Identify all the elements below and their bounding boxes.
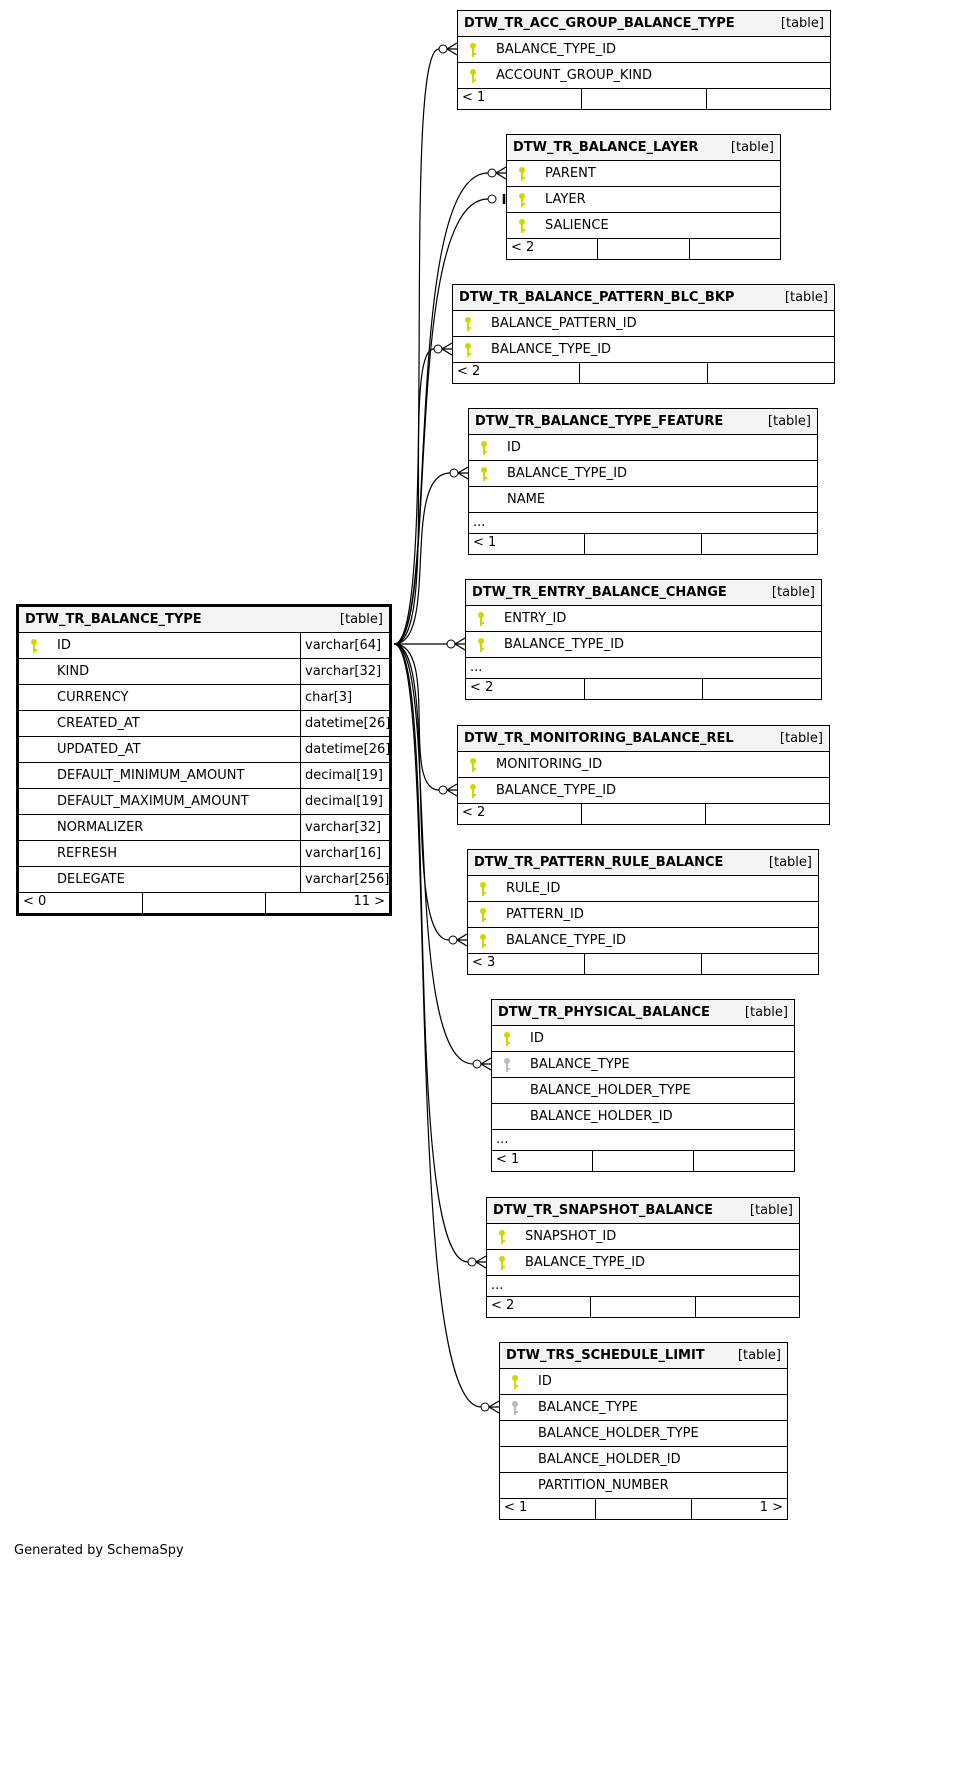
- table-name: DTW_TR_BALANCE_TYPE: [25, 612, 202, 627]
- column-name: LAYER: [545, 192, 586, 207]
- column-row[interactable]: [19, 659, 389, 685]
- foreign-key-icon: [508, 1400, 522, 1416]
- column-name: ID: [57, 638, 71, 653]
- table-header: [466, 580, 821, 606]
- column-type: varchar[256]: [300, 867, 389, 892]
- column-type: char[3]: [300, 685, 389, 710]
- column-name: SNAPSHOT_ID: [525, 1229, 617, 1244]
- column-row[interactable]: [487, 1250, 799, 1276]
- primary-key-icon: [466, 783, 480, 799]
- column-type: decimal[19]: [300, 763, 389, 788]
- optional-marker: [473, 1060, 481, 1068]
- column-row[interactable]: [492, 1104, 794, 1130]
- table-footer: [507, 239, 780, 259]
- column-row[interactable]: [469, 461, 817, 487]
- column-type: varchar[64]: [300, 633, 389, 658]
- related-table[interactable]: [486, 1197, 800, 1318]
- footer-spacer: [581, 89, 705, 109]
- column-row[interactable]: [453, 337, 834, 363]
- child-count[interactable]: [701, 534, 817, 554]
- primary-key-icon: [515, 192, 529, 208]
- crows-foot-marker: [496, 167, 506, 179]
- table-header: [458, 726, 829, 752]
- child-count[interactable]: [693, 1151, 794, 1171]
- column-name: BALANCE_TYPE_ID: [504, 637, 625, 652]
- table-tag: [table]: [784, 290, 828, 305]
- crows-foot-marker: [458, 467, 468, 479]
- column-name: BALANCE_TYPE_ID: [506, 933, 627, 948]
- optional-marker: [449, 936, 457, 944]
- column-name: BALANCE_HOLDER_ID: [538, 1452, 681, 1467]
- table-header: [500, 1343, 787, 1369]
- table-tag: [table]: [737, 1348, 781, 1363]
- primary-key-icon: [477, 466, 491, 482]
- optional-marker: [447, 640, 455, 648]
- column-row[interactable]: [468, 928, 818, 954]
- column-name: SALIENCE: [545, 218, 609, 233]
- child-count[interactable]: [705, 804, 829, 824]
- table-tag: [table]: [339, 612, 383, 627]
- more-columns: ...: [466, 658, 821, 679]
- primary-key-icon: [466, 68, 480, 84]
- table-tag: [table]: [767, 414, 811, 429]
- column-name: BALANCE_TYPE_ID: [525, 1255, 646, 1270]
- column-name: NORMALIZER: [57, 820, 144, 835]
- crows-foot-marker: [447, 784, 457, 796]
- footer-spacer: [584, 679, 703, 699]
- primary-key-icon: [466, 42, 480, 58]
- column-name: RULE_ID: [506, 881, 561, 896]
- column-type: varchar[32]: [300, 659, 389, 684]
- column-row[interactable]: [469, 487, 817, 513]
- parent-count[interactable]: < 1: [473, 535, 497, 550]
- optional-marker: [439, 786, 447, 794]
- column-name: BALANCE_TYPE_ID: [496, 783, 617, 798]
- related-table[interactable]: [491, 999, 795, 1172]
- primary-key-icon: [477, 440, 491, 456]
- table-header: [469, 409, 817, 435]
- table-footer: [466, 679, 821, 699]
- table-name: DTW_TR_ENTRY_BALANCE_CHANGE: [472, 585, 727, 600]
- table-name: DTW_TR_SNAPSHOT_BALANCE: [493, 1203, 713, 1218]
- column-row[interactable]: [500, 1421, 787, 1447]
- footer-spacer: [142, 893, 266, 913]
- table-footer: [468, 954, 818, 974]
- primary-key-icon: [495, 1229, 509, 1245]
- column-row[interactable]: [468, 876, 818, 902]
- table-footer: [458, 804, 829, 824]
- table-tag: [table]: [730, 140, 774, 155]
- column-row[interactable]: [19, 841, 389, 867]
- column-name: BALANCE_TYPE_ID: [496, 42, 617, 57]
- column-name: BALANCE_TYPE_ID: [507, 466, 628, 481]
- column-row[interactable]: [19, 685, 389, 711]
- primary-key-icon: [515, 218, 529, 234]
- column-name: PATTERN_ID: [506, 907, 584, 922]
- column-name: BALANCE_TYPE: [530, 1057, 630, 1072]
- primary-key-icon: [474, 637, 488, 653]
- column-row[interactable]: [500, 1447, 787, 1473]
- column-name: ENTRY_ID: [504, 611, 567, 626]
- column-row[interactable]: [492, 1052, 794, 1078]
- column-name: REFRESH: [57, 846, 117, 861]
- table-tag: [table]: [749, 1203, 793, 1218]
- column-name: UPDATED_AT: [57, 742, 141, 757]
- related-table[interactable]: [468, 408, 818, 555]
- primary-key-icon: [500, 1031, 514, 1047]
- column-name: BALANCE_HOLDER_TYPE: [538, 1426, 699, 1441]
- child-count[interactable]: [701, 954, 818, 974]
- parent-count[interactable]: < 2: [470, 680, 494, 695]
- primary-key-icon: [461, 316, 475, 332]
- table-name: DTW_TR_MONITORING_BALANCE_REL: [464, 731, 734, 746]
- table-tag: [table]: [780, 16, 824, 31]
- column-row[interactable]: [453, 311, 834, 337]
- table-name: DTW_TRS_SCHEDULE_LIMIT: [506, 1348, 705, 1363]
- table-footer: [500, 1499, 787, 1519]
- column-name: DEFAULT_MAXIMUM_AMOUNT: [57, 794, 249, 809]
- column-row[interactable]: [492, 1078, 794, 1104]
- primary-key-icon: [515, 166, 529, 182]
- column-name: DELEGATE: [57, 872, 125, 887]
- column-row[interactable]: [458, 63, 830, 89]
- child-count[interactable]: 1 >: [691, 1499, 787, 1519]
- primary-key-icon: [476, 881, 490, 897]
- child-count[interactable]: [702, 679, 821, 699]
- footer-spacer: [584, 954, 701, 974]
- column-name: BALANCE_HOLDER_TYPE: [530, 1083, 691, 1098]
- column-name: BALANCE_TYPE_ID: [491, 342, 612, 357]
- table-footer: [453, 363, 834, 383]
- parent-count[interactable]: < 2: [462, 805, 486, 820]
- primary-key-icon: [495, 1255, 509, 1271]
- crows-foot-marker: [481, 1058, 491, 1070]
- column-name: PARTITION_NUMBER: [538, 1478, 669, 1493]
- table-name: DTW_TR_PATTERN_RULE_BALANCE: [474, 855, 724, 870]
- table-tag: [table]: [744, 1005, 788, 1020]
- crows-foot-marker: [489, 1401, 499, 1413]
- column-row[interactable]: [500, 1473, 787, 1499]
- crows-foot-marker: [457, 934, 467, 946]
- column-name: NAME: [507, 492, 546, 507]
- parent-count[interactable]: < 1: [504, 1500, 528, 1515]
- column-row[interactable]: [507, 187, 780, 213]
- relationship-line: [394, 644, 473, 1064]
- column-name: BALANCE_HOLDER_ID: [530, 1109, 673, 1124]
- column-row[interactable]: [458, 778, 829, 804]
- column-type: varchar[16]: [300, 841, 389, 866]
- column-name: KIND: [57, 664, 90, 679]
- footer-spacer: [581, 804, 705, 824]
- column-name: MONITORING_ID: [496, 757, 603, 772]
- column-name: CURRENCY: [57, 690, 129, 705]
- relationship-line: [394, 473, 450, 644]
- column-row[interactable]: [19, 789, 389, 815]
- footer-spacer: [592, 1151, 693, 1171]
- more-columns: ...: [469, 513, 817, 534]
- primary-key-icon: [27, 638, 41, 654]
- column-row[interactable]: [492, 1026, 794, 1052]
- optional-marker: [439, 45, 447, 53]
- optional-marker: [488, 169, 496, 177]
- optional-marker: [481, 1403, 489, 1411]
- column-row[interactable]: [19, 763, 389, 789]
- optional-marker: [450, 469, 458, 477]
- table-name: DTW_TR_ACC_GROUP_BALANCE_TYPE: [464, 16, 735, 31]
- column-row[interactable]: [19, 711, 389, 737]
- parent-count[interactable]: < 2: [457, 364, 481, 379]
- column-row[interactable]: [19, 867, 389, 893]
- column-name: ID: [507, 440, 521, 455]
- column-row[interactable]: [507, 213, 780, 239]
- table-footer: [487, 1297, 799, 1317]
- table-header: [468, 850, 818, 876]
- table-footer: [469, 534, 817, 554]
- table-footer: [458, 89, 830, 109]
- column-row[interactable]: [500, 1395, 787, 1421]
- optional-marker: [468, 1258, 476, 1266]
- column-name: DEFAULT_MINIMUM_AMOUNT: [57, 768, 245, 783]
- column-row[interactable]: [19, 815, 389, 841]
- primary-key-icon: [508, 1374, 522, 1390]
- column-row[interactable]: [458, 752, 829, 778]
- column-row[interactable]: [500, 1369, 787, 1395]
- column-row[interactable]: [468, 902, 818, 928]
- child-count[interactable]: [706, 89, 830, 109]
- primary-key-icon: [474, 611, 488, 627]
- optional-marker: [488, 195, 496, 203]
- footer-spacer: [579, 363, 706, 383]
- column-name: ID: [538, 1374, 552, 1389]
- primary-key-icon: [466, 757, 480, 773]
- footer-spacer: [590, 1297, 694, 1317]
- child-count[interactable]: [689, 239, 780, 259]
- parent-count[interactable]: < 3: [472, 955, 496, 970]
- table-tag: [table]: [771, 585, 815, 600]
- child-count[interactable]: [707, 363, 834, 383]
- crows-foot-marker: [442, 343, 452, 355]
- column-row[interactable]: [466, 606, 821, 632]
- primary-key-icon: [476, 907, 490, 923]
- related-table[interactable]: [465, 579, 822, 700]
- column-row[interactable]: [507, 161, 780, 187]
- footer-spacer: [595, 1499, 691, 1519]
- column-row[interactable]: [487, 1224, 799, 1250]
- parent-count[interactable]: < 1: [462, 90, 486, 105]
- column-type: varchar[32]: [300, 815, 389, 840]
- primary-key-icon: [476, 933, 490, 949]
- column-row[interactable]: [469, 435, 817, 461]
- parent-count[interactable]: < 2: [511, 240, 535, 255]
- related-table[interactable]: [452, 284, 835, 384]
- table-header: [492, 1000, 794, 1026]
- column-name: CREATED_AT: [57, 716, 140, 731]
- column-row[interactable]: [466, 632, 821, 658]
- parent-count[interactable]: < 1: [496, 1152, 520, 1167]
- column-name: ID: [530, 1031, 544, 1046]
- column-type: datetime[26]: [300, 737, 389, 762]
- parent-count[interactable]: < 0: [23, 894, 47, 909]
- child-count[interactable]: [695, 1297, 799, 1317]
- table-header: [453, 285, 834, 311]
- table-header: [458, 11, 830, 37]
- crows-foot-marker: [447, 43, 457, 55]
- footer-spacer: [584, 534, 700, 554]
- related-table[interactable]: [457, 725, 830, 825]
- table-header: [19, 607, 389, 633]
- crows-foot-marker: [476, 1256, 486, 1268]
- table-header: [487, 1198, 799, 1224]
- table-header: [507, 135, 780, 161]
- column-row[interactable]: [19, 737, 389, 763]
- related-table[interactable]: [506, 134, 781, 260]
- table-name: DTW_TR_BALANCE_LAYER: [513, 140, 699, 155]
- column-name: BALANCE_TYPE: [538, 1400, 638, 1415]
- column-row[interactable]: [458, 37, 830, 63]
- table-name: DTW_TR_BALANCE_TYPE_FEATURE: [475, 414, 724, 429]
- column-type: decimal[19]: [300, 789, 389, 814]
- related-table[interactable]: [499, 1342, 788, 1520]
- parent-count[interactable]: < 2: [491, 1298, 515, 1313]
- footer-spacer: [597, 239, 688, 259]
- column-type: datetime[26]: [300, 711, 389, 736]
- table-tag: [table]: [779, 731, 823, 746]
- related-table[interactable]: [457, 10, 831, 110]
- generated-by-label: Generated by SchemaSpy: [14, 1543, 184, 1558]
- table-name: DTW_TR_PHYSICAL_BALANCE: [498, 1005, 710, 1020]
- crows-foot-marker: [455, 638, 465, 650]
- primary-key-icon: [461, 342, 475, 358]
- child-count[interactable]: 11 >: [265, 893, 389, 913]
- table-footer: [19, 893, 389, 913]
- foreign-key-icon: [500, 1057, 514, 1073]
- column-name: ACCOUNT_GROUP_KIND: [496, 68, 653, 83]
- table-tag: [table]: [768, 855, 812, 870]
- column-name: BALANCE_PATTERN_ID: [491, 316, 637, 331]
- more-columns: ...: [492, 1130, 794, 1151]
- column-row[interactable]: [19, 633, 389, 659]
- table-name: DTW_TR_BALANCE_PATTERN_BLC_BKP: [459, 290, 735, 305]
- table-footer: [492, 1151, 794, 1171]
- optional-marker: [434, 345, 442, 353]
- more-columns: ...: [487, 1276, 799, 1297]
- related-table[interactable]: [467, 849, 819, 975]
- column-name: PARENT: [545, 166, 596, 181]
- main-table[interactable]: [16, 604, 392, 916]
